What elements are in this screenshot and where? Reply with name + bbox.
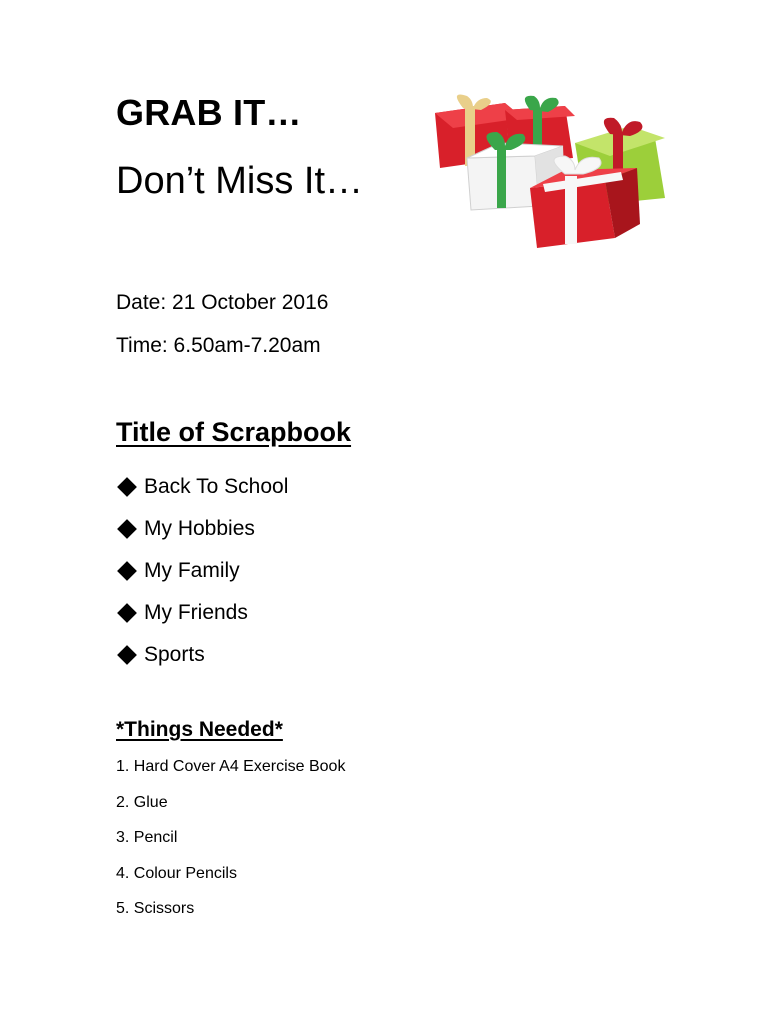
list-item: [116, 466, 288, 508]
gift-boxes-illustration: [425, 88, 675, 258]
topic-label: My Hobbies: [144, 517, 255, 540]
things-needed-heading: *Things Needed*: [116, 718, 283, 741]
topic-label: Sports: [144, 643, 205, 666]
scrapbook-title-heading: Title of Scrapbook: [116, 417, 352, 447]
list-item: 2. Glue: [116, 793, 168, 811]
things-needed-list: [116, 758, 345, 936]
list-item: [116, 592, 288, 634]
diamond-bullet-icon: [117, 519, 137, 539]
diamond-bullet-icon: [117, 477, 137, 497]
list-item: 4. Colour Pencils: [116, 864, 237, 882]
headline: GRAB IT…: [116, 92, 302, 133]
list-item: 5. Scissors: [116, 900, 195, 917]
scrapbook-topic-list: [116, 466, 288, 676]
topic-label: My Family: [144, 559, 240, 582]
topic-label: My Friends: [144, 601, 248, 624]
diamond-bullet-icon: [117, 645, 137, 665]
subheadline: Don’t Miss It…: [116, 160, 364, 202]
event-time: Time: 6.50am-7.20am: [116, 334, 321, 357]
list-item: [116, 550, 288, 592]
event-date: Date: 21 October 2016: [116, 291, 329, 314]
diamond-bullet-icon: [117, 561, 137, 581]
list-item: [116, 508, 288, 550]
list-item: 3. Pencil: [116, 829, 178, 846]
list-item: 1. Hard Cover A4 Exercise Book: [116, 758, 346, 775]
diamond-bullet-icon: [117, 603, 137, 623]
topic-label: Back To School: [144, 475, 289, 498]
list-item: [116, 634, 288, 676]
